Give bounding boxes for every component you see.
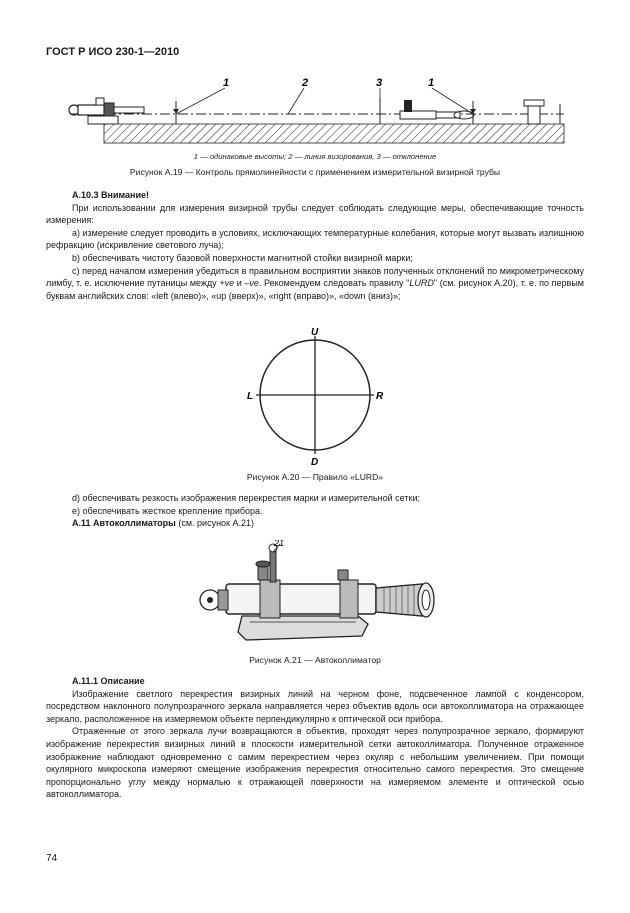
- right-stand: [524, 100, 560, 124]
- figure-a20-lurd-diagram: [240, 322, 390, 468]
- fig19-label-3: 3: [376, 77, 383, 89]
- figure-a21-autocollimator: [190, 540, 450, 648]
- a11-heading: А.11 Автоколлиматоры (см. рисунок А.21): [72, 518, 255, 529]
- a103-item-a: a) измерение следует проводить в условиях, исключающих температурные колебания, которые могут вызвать излишнюю рефракцию (искривление светового луча);: [46, 227, 584, 251]
- fig21-label: 21: [274, 540, 285, 548]
- a111-heading: А.11.1 Описание: [72, 676, 145, 686]
- fig21-caption: Рисунок А.21 — Автоколлиматор: [249, 655, 381, 665]
- base-surface: [104, 124, 564, 143]
- fig20-caption: Рисунок А.20 — Правило «LURD»: [246, 472, 384, 482]
- page-header: ГОСТ Р ИСО 230-1—2010: [46, 46, 180, 58]
- a103-item-b: b) обеспечивать чистоту базовой поверхности магнитной стойки визирной марки;: [72, 252, 413, 263]
- page-number: 74: [46, 853, 58, 864]
- autocollimator-base: [238, 616, 368, 640]
- lurd-right: R: [376, 391, 384, 402]
- item-e: e) обеспечивать жесткое крепление прибора.: [72, 505, 263, 516]
- objective-tube: [376, 584, 422, 616]
- fig19-legend: 1 — одинаковые высоты; 2 — линия визирования, 3 — отклонение: [193, 152, 437, 161]
- fig19-label-1a: 1: [223, 77, 230, 89]
- sight-target: [400, 100, 474, 119]
- item-d: d) обеспечивать резкость изображения перекрестия марки и измерительной сетки;: [72, 493, 420, 503]
- lurd-up: U: [311, 327, 319, 338]
- figure-a19-diagram: [60, 76, 570, 152]
- a111-para2: Отраженные от этого зеркала лучи возвращаются в объектив, проходят через полупрозрачное зеркало, формируют изображение перекрестия визирных линий в плоскости измерительной сетки автоколлиматора. Полученное отраженное изображение наблюдают одновременно с самим перекрестием через окуляр с небольшим увеличением. При помощи окулярного микроскопа измеряют смещение изображения перекрестия относительно самого перекрестия. Это смещение пропорционально углу между нормалью к отражающей поверхности на измеряемом элементе и оптической осью автоколлиматора.: [46, 726, 584, 800]
- sight-telescope: [69, 98, 144, 124]
- a103-heading: А.10.3 Внимание!: [72, 190, 150, 200]
- a103-intro: При использовании для измерения визирной трубы следует соблюдать следующие меры, обеспечивающие точность измерения:: [46, 202, 584, 226]
- lurd-down: D: [311, 457, 319, 468]
- fig19-caption: Рисунок А.19 — Контроль прямолинейности с применением измерительной визирной трубы: [129, 167, 501, 177]
- lurd-left: L: [247, 391, 254, 402]
- fig19-label-1b: 1: [428, 77, 435, 89]
- a111-para1: Изображение светлого перекрестия визирных линий на черном фоне, подсвеченное лампой с конденсором, посредством наклонного полупрозрачного зеркала направляется через объектив вдоль оси автоколлиматора на отражающее зеркало, расположенное на измеряемом объекте перпендикулярно к оптической оси прибора.: [46, 688, 584, 724]
- fig19-label-2: 2: [302, 77, 309, 89]
- a103-item-c: c) перед началом измерения убедиться в правильном восприятии знаков полученных отклонений по микрометрическому лимбу, т. е. исключение путаницы между +ve и –ve. Рекомендуем следовать правилу "LURD" (см. рисунок А.20), т. е. по первым буквам английских слов: «left (влево)», «up (вверх)», «right (вправо)», «down (вниз)»;: [46, 265, 584, 301]
